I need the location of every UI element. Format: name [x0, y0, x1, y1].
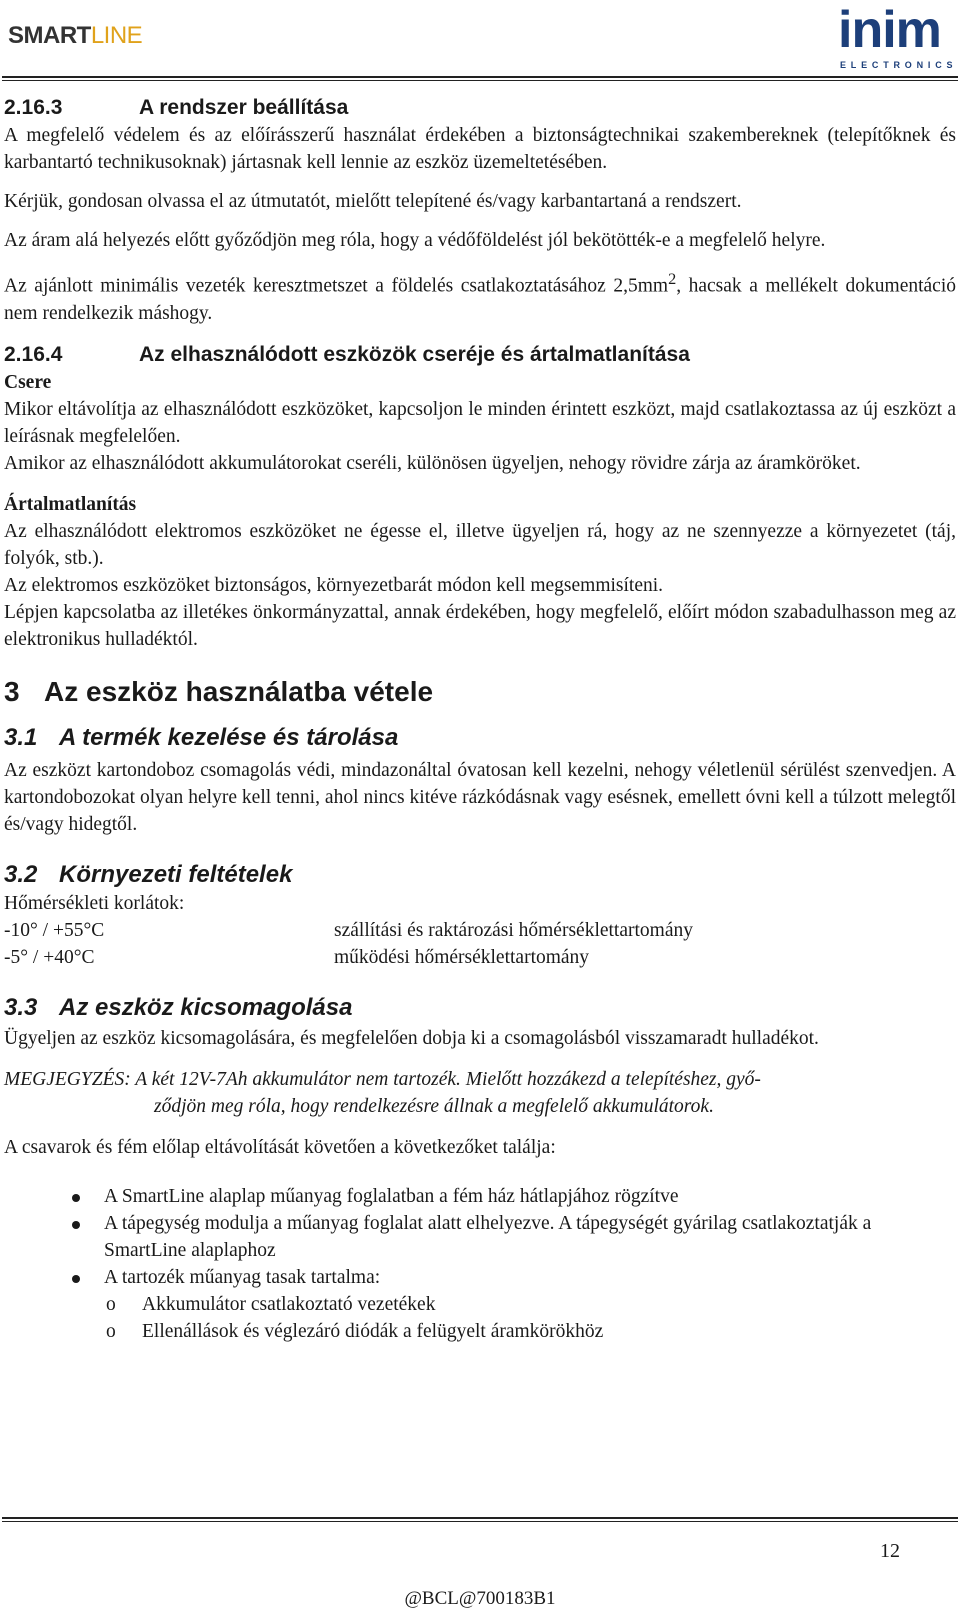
header-rule-thin [2, 80, 958, 81]
temperature-intro: Hőmérsékleti korlátok: [4, 892, 185, 914]
heading-3-2: 3.2 Környezeti feltételek [4, 860, 293, 888]
heading-3-3: 3.3 Az eszköz kicsomagolása [4, 993, 353, 1021]
paragraph: Amikor az elhasználódott akkumulátorokat cseréli, különösen ügyeljen, nehogy rövidre zárja az áramköröket. [4, 452, 861, 474]
list-item: A SmartLine alaplap műanyag foglalatban a fém ház hátlapjához rögzítve [4, 1183, 956, 1210]
smartline-logo: SMARTLINE [8, 22, 143, 49]
paragraph: Az elektromos eszközöket biztonságos, környezetbarát módon kell megsemmisíteni. [4, 574, 664, 596]
bullet-icon [72, 1221, 80, 1229]
sub-list [4, 1291, 956, 1345]
paragraph: A csavarok és fém előlap eltávolítását követően a következőket találja: [4, 1136, 556, 1158]
heading-3: 3 Az eszköz használatba vétele [4, 675, 434, 707]
paragraph: Ügyeljen az eszköz kicsomagolására, és megfelelően dobja ki a csomagolásból visszamaradt hulladékot. [4, 1027, 819, 1049]
page-body [4, 94, 956, 1345]
list-item: o Ellenállások és véglezáró diódák a felügyelt áramkörökhöz [106, 1320, 604, 1342]
bullet-list [4, 1183, 956, 1291]
paragraph: A megfelelő védelem és az előírásszerű használat érdekében a biztonságtechnikai szakembereknek (telepítőknek és karbantartó technikusoknak) jártasnak kell lennie az eszköz üzemeltetésében. [4, 125, 956, 173]
footer-rule [2, 1517, 958, 1519]
document-code: @BCL@700183B1 [404, 1588, 556, 1609]
note: MEGJEGYZÉS: A két 12V-7Ah akkumulátor nem tartozék. Mielőtt hozzákezd a telepítéshez, győ- ződjön meg róla, hogy rendelkezésre állnak a megfelelő akkumulátorok. [4, 1068, 761, 1117]
bullet-icon [72, 1275, 80, 1283]
list-item: A tartozék műanyag tasak tartalma: [4, 1264, 956, 1291]
paragraph: Az elhasználódott elektromos eszközöket ne égesse el, illetve ügyeljen rá, hogy az ne szennyezze a környezetet (táj, folyók, stb.). [4, 520, 956, 569]
list-item: o Akkumulátor csatlakoztató vezetékek [106, 1293, 436, 1315]
heading-2-16-3: 2.16.3 A rendszer beállítása [4, 96, 349, 119]
temperature-row: -5° / +40°C működési hőmérséklettartomány [4, 946, 590, 968]
subheading-artalmatlanitas: Ártalmatlanítás [4, 493, 137, 515]
inim-logo: inim ELECTRONICS [838, 1, 958, 70]
temperature-row: -10° / +55°C szállítási és raktározási hőmérséklettartomány [4, 919, 693, 941]
paragraph: Az ajánlott minimális vezeték keresztmetszet a földelés csatlakoztatásához $2,5mm^2$, hacsak a mellékelt dokumentáció nem rendelkezik máshogy. [4, 270, 956, 324]
footer-rule-thin [2, 1521, 958, 1522]
paragraph: Kérjük, gondosan olvassa el az útmutatót, mielőtt telepítené és/vagy karbantartaná a rendszert. [4, 191, 742, 212]
bullet-icon [72, 1194, 80, 1202]
paragraph: Az eszközt kartondoboz csomagolás védi, mindazonáltal óvatosan kell kezelni, nehogy véletlenül sérülést szenvedjen. A kartondobozokat olyan helyre kell tenni, ahol nincs kitéve rázkódásnak vagy esésnek, emellett óvni kell a túlzott melegtől és/vagy hidegtől. [4, 759, 956, 835]
paragraph: Lépjen kapcsolatba az illetékes önkormányzattal, annak érdekében, hogy megfelelő, előírt módon szabadulhasson meg az elektronikus hulladéktól. [4, 601, 956, 650]
list-item: A tápegység modulja a műanyag foglalat alatt elhelyezve. A tápegységét gyárilag csatlakoztatják a SmartLine alaplaphoz [4, 1210, 956, 1264]
subheading-csere: Csere [4, 371, 52, 393]
paragraph: Mikor eltávolítja az elhasználódott eszközöket, kapcsoljon le minden érintett eszközt, majd csatlakoztassa az új eszközt a leírásnak megfelelően. [4, 398, 956, 447]
header-rule [2, 76, 958, 78]
page-number: 12 [880, 1540, 900, 1562]
paragraph: Az áram alá helyezés előtt győződjön meg róla, hogy a védőföldelést jól bekötötték-e a megfelelő helyre. [4, 230, 826, 251]
heading-3-1: 3.1 A termék kezelése és tárolása [4, 723, 399, 751]
heading-2-16-4: 2.16.4 Az elhasználódott eszközök cseréje és ártalmatlanítása [4, 342, 690, 366]
